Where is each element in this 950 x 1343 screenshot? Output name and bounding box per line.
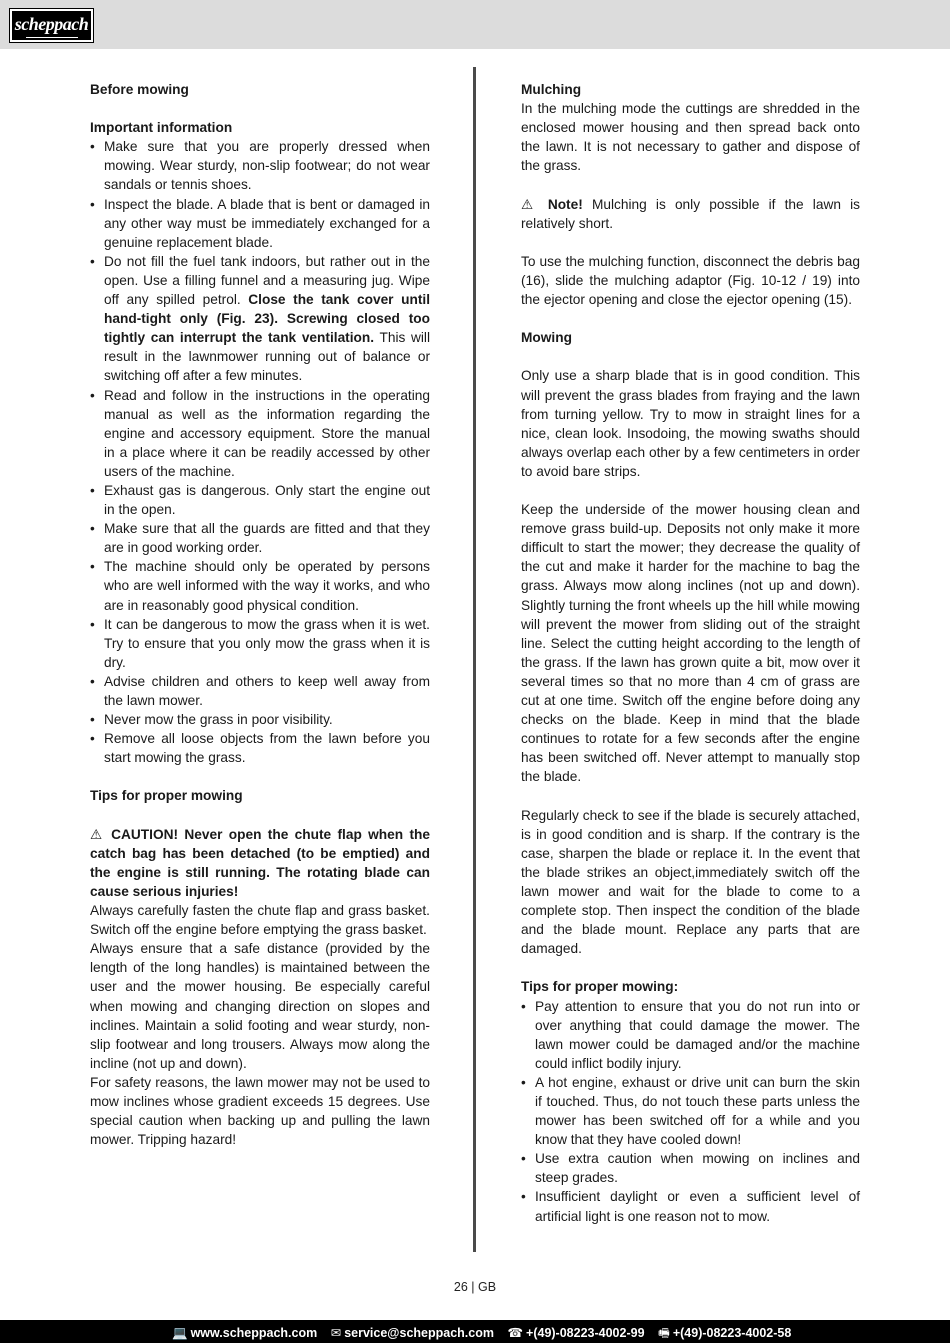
right-column: [521, 80, 860, 1226]
list-item: • A hot engine, exhaust or drive unit can burn the skin if touched. Thus, do not touch these parts unless the mower has been switched off for a while and you know that they have cooled down!: [521, 1073, 860, 1149]
important-information-heading: Important information: [90, 120, 233, 136]
email-icon: ✉: [330, 1326, 342, 1340]
mulching-use-paragraph: To use the mulching function, disconnect the debris bag (16), slide the mulching adaptor (Fig. 10-12 / 19) into the ejector opening and close the ejector opening (15).: [521, 253, 860, 308]
mulching-paragraph: In the mulching mode the cuttings are shredded in the enclosed mower housing and then spread back onto the lawn. It is not necessary to gather and dispose of the grass.: [521, 101, 860, 174]
fuel-text-start: Do not fill the fuel tank indoors, but rather out in the open. Use a filling funnel and a measuring jug. Wipe off any spilled petrol.: [104, 253, 430, 308]
paragraph: Only use a sharp blade that is in good condition. This will prevent the grass blades from fraying and the lawn from turning yellow. Try to mow in straight lines for a nice, clean look. Insodoing, the mowing swaths should always overlap each other by a few centimeters in order to avoid bare strips.: [521, 368, 860, 479]
note-text: Mulching is only possible if the lawn is relatively short.: [521, 196, 860, 231]
tips-heading: Tips for proper mowing: [90, 788, 243, 804]
list-item: • Make sure that all the guards are fitted and that they are in good working order.: [90, 519, 430, 557]
scheppach-logo: [10, 9, 93, 42]
list-item: • Insufficient daylight or even a sufficient level of artificial light is one reason not to mow.: [521, 1187, 860, 1225]
important-information-list: [90, 137, 430, 767]
fax-text: +(49)-08223-4002-58: [672, 1326, 792, 1340]
page-number: 26 | GB: [453, 1280, 497, 1294]
fuel-text-end: This will result in the lawnmower running out of balance or switching off after a few minutes.: [104, 330, 430, 384]
list-item: • Exhaust gas is dangerous. Only start the engine out in the open.: [90, 481, 430, 519]
website-text: www.scheppach.com: [190, 1326, 318, 1340]
mulching-heading: Mulching: [521, 82, 582, 97]
page-header: [0, 0, 950, 49]
list-item: • Never mow the grass in poor visibility.: [90, 710, 430, 729]
tips-list: [521, 997, 860, 1226]
paragraph: For safety reasons, the lawn mower may not be used to mow inclines whose gradient exceeds 15 degrees. Use special caution when backing up and pulling the lawn mower. Tripping hazard!: [90, 1074, 430, 1148]
email-text: service@scheppach.com: [344, 1326, 494, 1340]
fax-icon: 🖷: [658, 1326, 670, 1340]
list-item: • Remove all loose objects from the lawn before you start mowing the grass.: [90, 729, 430, 767]
paragraph: Always carefully fasten the chute flap and grass basket. Switch off the engine before emptying the grass basket.: [90, 903, 430, 938]
list-item-fuel: [90, 252, 430, 386]
phone-text: +(49)-08223-4002-99: [526, 1326, 645, 1340]
caution-paragraph: [90, 825, 430, 901]
fuel-text-bold: Close the tank cover until hand-tight only (Fig. 23). Screwing closed too tightly can interrupt the tank ventilation.: [104, 292, 430, 346]
left-column: [90, 80, 430, 1149]
list-item: • Inspect the blade. A blade that is bent or damaged in any other way must be immediately exchanged for a genuine replacement blade.: [90, 195, 430, 252]
column-divider: [473, 67, 476, 1252]
list-item: • It can be dangerous to mow the grass when it is wet. Try to ensure that you only mow the grass when it is dry.: [90, 615, 430, 672]
note-label: Note!: [547, 196, 583, 212]
list-item: • Advise children and others to keep well away from the lawn mower.: [90, 672, 430, 710]
warning-icon: ⚠: [90, 826, 105, 842]
before-mowing-heading: Before mowing: [90, 82, 189, 97]
tips-heading-right: Tips for proper mowing:: [521, 979, 679, 995]
footer-email[interactable]: [331, 1325, 494, 1340]
list-item: • Read and follow in the instructions in the operating manual as well as the information regarding the engine and accessory equipment. Store the manual in a place where it can be readily accessed by other users of the machine.: [90, 386, 430, 481]
list-item: • Use extra caution when mowing on inclines and steep grades.: [521, 1149, 860, 1187]
computer-icon: 💻: [172, 1326, 188, 1340]
caution-text: CAUTION! Never open the chute flap when the catch bag has been detached (to be emptied) and the engine is still running. The rotating blade can cause serious injuries!: [90, 826, 431, 899]
footer-website[interactable]: [172, 1326, 317, 1341]
footer-fax: [658, 1324, 791, 1343]
logo-underline: [26, 37, 78, 38]
list-item: • Pay attention to ensure that you do not run into or over anything that could damage the mower. The lawn mower could be damaged and/or the machine could inflict bodily injury.: [521, 997, 860, 1073]
note-paragraph: [521, 195, 860, 233]
logo-text: scheppach: [14, 14, 89, 34]
page-footer: [0, 1320, 950, 1343]
list-item: • The machine should only be operated by persons who are well informed with the way it works, and who are in reasonably good physical condition.: [90, 557, 430, 614]
paragraph: Keep the underside of the mower housing clean and remove grass build-up. Deposits not only make it more difficult to start the mower; they decrease the quality of the cut and make it harder for the machine to bag the grass. Always mow along inclines (not up and down). Slightly turning the front wheels up the hill while mowing will prevent the mower from sliding out of the straight line. Select the cutting height according to the length of the grass. If the lawn has grown quite a bit, mow over it several times so that no more than 4 cm of grass are cut at one time. Switch off the engine before doing any checks on the blade. Keep in mind that the blade continues to rotate for a few seconds after the engine has been switched off. Never attempt to manually stop the blade.: [521, 502, 860, 785]
footer-phone: [507, 1325, 644, 1340]
paragraph: Regularly check to see if the blade is securely attached, is in good condition and is sharp. If the contrary is the case, sharpen the blade or replace it. In the event that the blade strikes an object,immediately switch off the lawn mower and wait for the blade to come to a complete stop. Then inspect the condition of the blade and the blade mount. Replace any parts that are damaged.: [521, 807, 860, 957]
phone-icon: ☎: [507, 1326, 524, 1340]
paragraph: Always ensure that a safe distance (provided by the length of the long handles) is maintained between the user and the mower housing. Be especially careful when mowing and changing direction on slopes and inclines. Maintain a solid footing and wear sturdy, non-slip footwear and long trousers. Always mow along the incline (not up and down).: [90, 941, 430, 1071]
warning-icon: ⚠: [521, 196, 539, 212]
list-item: • Make sure that you are properly dressed when mowing. Wear sturdy, non-slip footwear; do not wear sandals or tennis shoes.: [90, 137, 430, 194]
mowing-heading: Mowing: [521, 330, 572, 346]
